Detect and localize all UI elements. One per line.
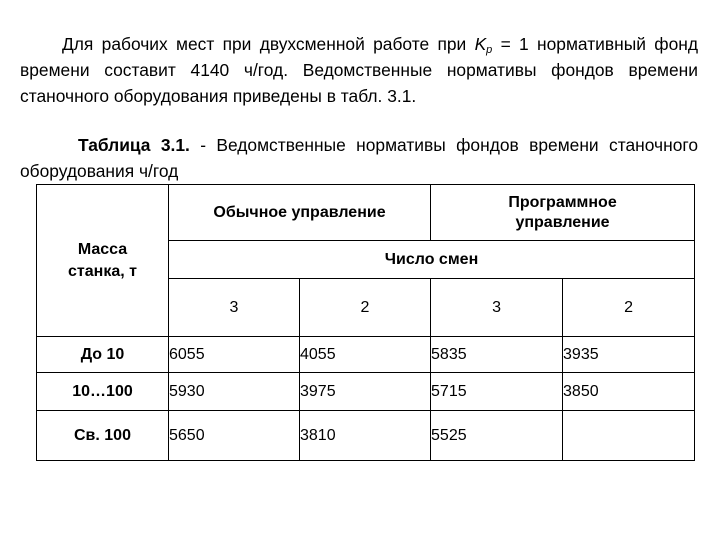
table-row — [37, 411, 695, 461]
shift-count-cell: 3 — [169, 279, 300, 337]
intro-text-before: Для рабочих мест при двухсменной работе при — [62, 34, 475, 54]
coefficient-subscript: р — [486, 44, 493, 56]
coefficient-symbol: K — [474, 34, 487, 54]
value-cell: 5715 — [431, 373, 563, 411]
value-cell: 6055 — [169, 337, 300, 373]
value-cell: 5525 — [431, 411, 563, 461]
value-cell: 3935 — [563, 337, 695, 373]
table-caption-text: - Ведомственные нормативы фондов времени станочного оборудования ч/год — [20, 135, 699, 181]
value-cell: 5650 — [169, 411, 300, 461]
value-cell: 4055 — [300, 337, 431, 373]
table-caption-label: Таблица 3.1. — [78, 135, 190, 155]
table-header-row — [37, 185, 695, 241]
mass-header — [37, 185, 169, 337]
program-header-line1: Программное — [508, 193, 617, 211]
value-cell: 3810 — [300, 411, 431, 461]
mass-header-line1: Масса — [77, 240, 128, 258]
shifts-header: Число смен — [169, 241, 695, 279]
value-cell: 5930 — [169, 373, 300, 411]
value-cell: 5835 — [431, 337, 563, 373]
mass-cell: До 10 — [37, 337, 169, 373]
intro-paragraph — [20, 31, 698, 109]
value-cell — [563, 411, 695, 461]
table-caption — [20, 132, 698, 184]
shift-count-cell: 2 — [563, 279, 695, 337]
mass-header-line2: станка, т — [68, 262, 137, 280]
shift-count-cell: 2 — [300, 279, 431, 337]
mass-cell: 10…100 — [37, 373, 169, 411]
table-row — [37, 337, 695, 373]
program-header-line2: управление — [515, 213, 610, 231]
norms-table — [36, 184, 695, 461]
value-cell: 3975 — [300, 373, 431, 411]
table-row — [37, 373, 695, 411]
value-cell: 3850 — [563, 373, 695, 411]
shift-count-cell: 3 — [431, 279, 563, 337]
program-control-header — [431, 185, 695, 241]
mass-cell: Св. 100 — [37, 411, 169, 461]
intro-text-after: = 1 нормативный фонд времени составит 4140 ч/год. Ведомственные нормативы фондов времени станочного оборудования приведены в табл. 3.1. — [20, 34, 698, 106]
ordinary-control-header: Обычное управление — [169, 185, 431, 241]
